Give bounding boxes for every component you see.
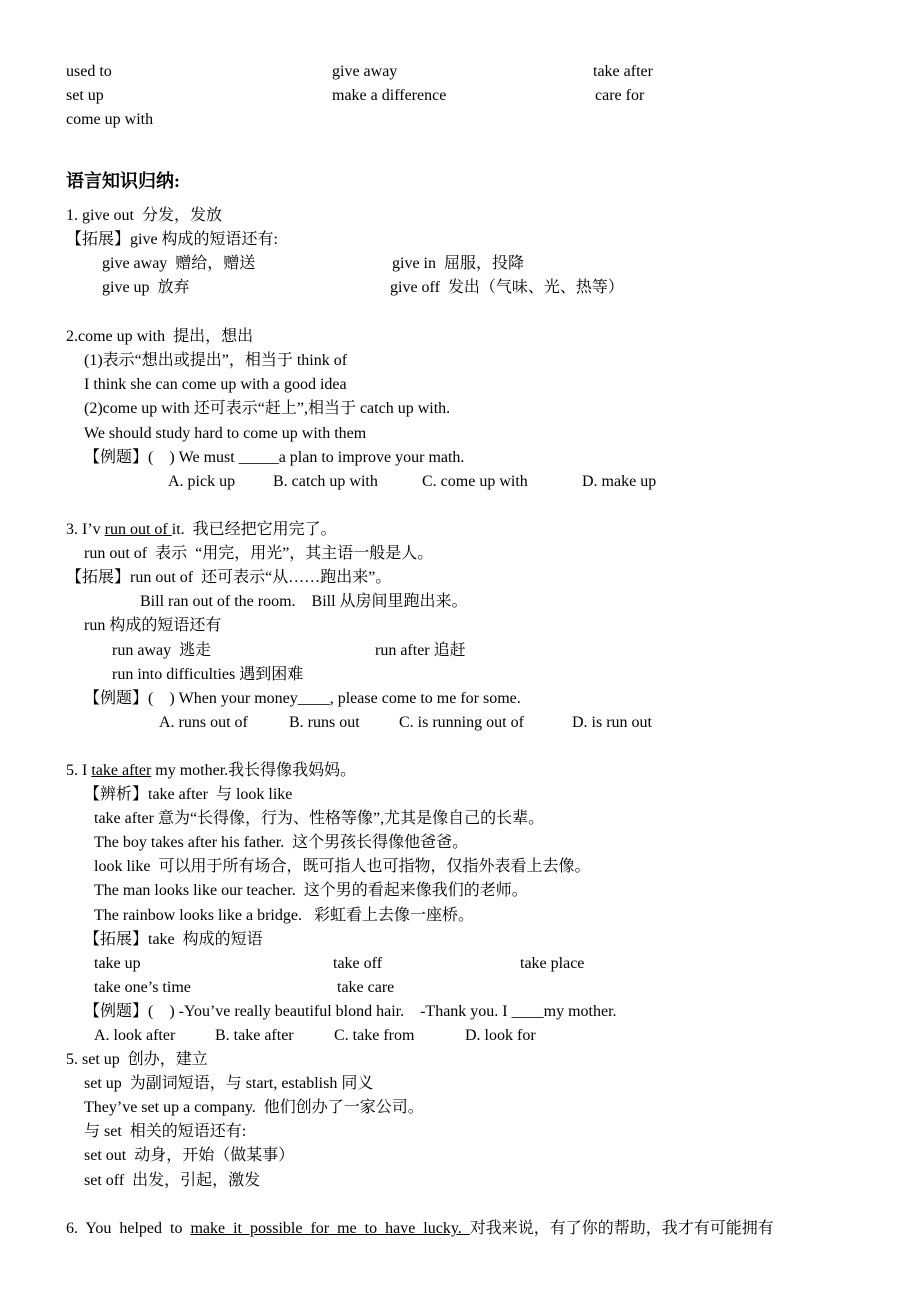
phrase: run away 逃走: [112, 642, 212, 659]
phrase: give off 发出（气味、光、热等）: [390, 279, 624, 296]
analysis-note: 【辨析】take after 与 look like: [84, 786, 293, 803]
option-d: D. look for: [465, 1027, 536, 1044]
example-question: 【例题】( ) -You’ve really beautiful blond hair. -Thank you. I ____my mother.: [84, 1003, 617, 1020]
option-b: B. runs out: [289, 714, 360, 731]
vocab-item: take after: [593, 63, 653, 80]
example-question: 【例题】( ) When your money____, please come to me for some.: [84, 690, 521, 707]
item-title: 3. I’v run out of it. 我已经把它用完了。: [66, 521, 337, 538]
option-c: C. is running out of: [399, 714, 524, 731]
text-line: The man looks like our teacher. 这个男的看起来像我们的老师。: [94, 882, 528, 899]
phrase: give up 放弃: [102, 279, 190, 296]
vocab-item: make a difference: [332, 87, 447, 104]
text-line: They’ve set up a company. 他们创办了一家公司。: [84, 1099, 424, 1116]
option-a: A. runs out of: [159, 714, 248, 731]
option-a: A. look after: [94, 1027, 176, 1044]
text-line: (2)come up with 还可表示“赶上”,相当于 catch up with.: [84, 400, 451, 417]
example-question: 【例题】( ) We must _____a plan to improve your math.: [84, 449, 465, 466]
text-line: Bill ran out of the room. Bill 从房间里跑出来。: [140, 593, 468, 610]
vocab-item: come up with: [66, 111, 154, 128]
option-a: A. pick up: [168, 473, 236, 490]
phrase: take place: [520, 955, 585, 972]
text-line: I think she can come up with a good idea: [84, 376, 347, 393]
text-line: take after 意为“长得像，行为、性格等像”,尤其是像自己的长辈。: [94, 810, 545, 827]
vocab-item: care for: [595, 87, 645, 104]
vocab-item: used to: [66, 63, 112, 80]
option-c: C. come up with: [422, 473, 528, 490]
option-d: D. make up: [582, 473, 657, 490]
option-c: C. take from: [334, 1027, 415, 1044]
extension-note: 【拓展】run out of 还可表示“从……跑出来”。: [66, 569, 392, 586]
phrase: take off: [333, 955, 383, 972]
vocab-item: give away: [332, 63, 398, 80]
item-title: 1. give out 分发，发放: [66, 207, 222, 224]
section-heading: 语言知识归纳:: [66, 171, 180, 191]
phrase: give away 赠给，赠送: [102, 255, 256, 272]
extension-note: 【拓展】give 构成的短语还有:: [66, 231, 278, 248]
text-line: look like 可以用于所有场合，既可指人也可指物，仅指外表看上去像。: [94, 858, 591, 875]
item-title: 5. set up 创办，建立: [66, 1051, 208, 1068]
text-line: (1)表示“想出或提出”，相当于 think of: [84, 352, 348, 369]
phrase: take care: [337, 979, 395, 996]
option-b: B. take after: [215, 1027, 294, 1044]
phrase: set off 出发，引起，激发: [84, 1172, 261, 1189]
option-b: B. catch up with: [273, 473, 378, 490]
item-title: 6. You helped to make it possible for me to have lucky. 对我来说，有了你的帮助，我才有可能拥有: [66, 1220, 774, 1237]
extension-note: 【拓展】take 构成的短语: [84, 931, 263, 948]
text-line: The rainbow looks like a bridge. 彩虹看上去像一座桥。: [94, 907, 474, 924]
phrase: take up: [94, 955, 141, 972]
phrase: give in 屈服，投降: [392, 255, 524, 272]
text-line: The boy takes after his father. 这个男孩长得像他爸爸。: [94, 834, 469, 851]
option-d: D. is run out: [572, 714, 652, 731]
text-line: set up 为副词短语，与 start, establish 同义: [84, 1075, 374, 1092]
text-line: We should study hard to come up with them: [84, 425, 367, 442]
phrase: run after 追赶: [375, 642, 466, 659]
item-title: 5. I take after my mother.我长得像我妈妈。: [66, 762, 357, 779]
phrase: take one’s time: [94, 979, 191, 996]
item-title: 2.come up with 提出，想出: [66, 328, 254, 345]
phrase: run into difficulties 遇到困难: [112, 666, 304, 683]
text-line: 与 set 相关的短语还有:: [84, 1123, 247, 1140]
text-line: run out of 表示 “用完，用光”，其主语一般是人。: [84, 545, 434, 562]
text-line: run 构成的短语还有: [84, 617, 222, 634]
vocab-item: set up: [66, 87, 104, 104]
phrase: set out 动身，开始（做某事）: [84, 1147, 295, 1164]
